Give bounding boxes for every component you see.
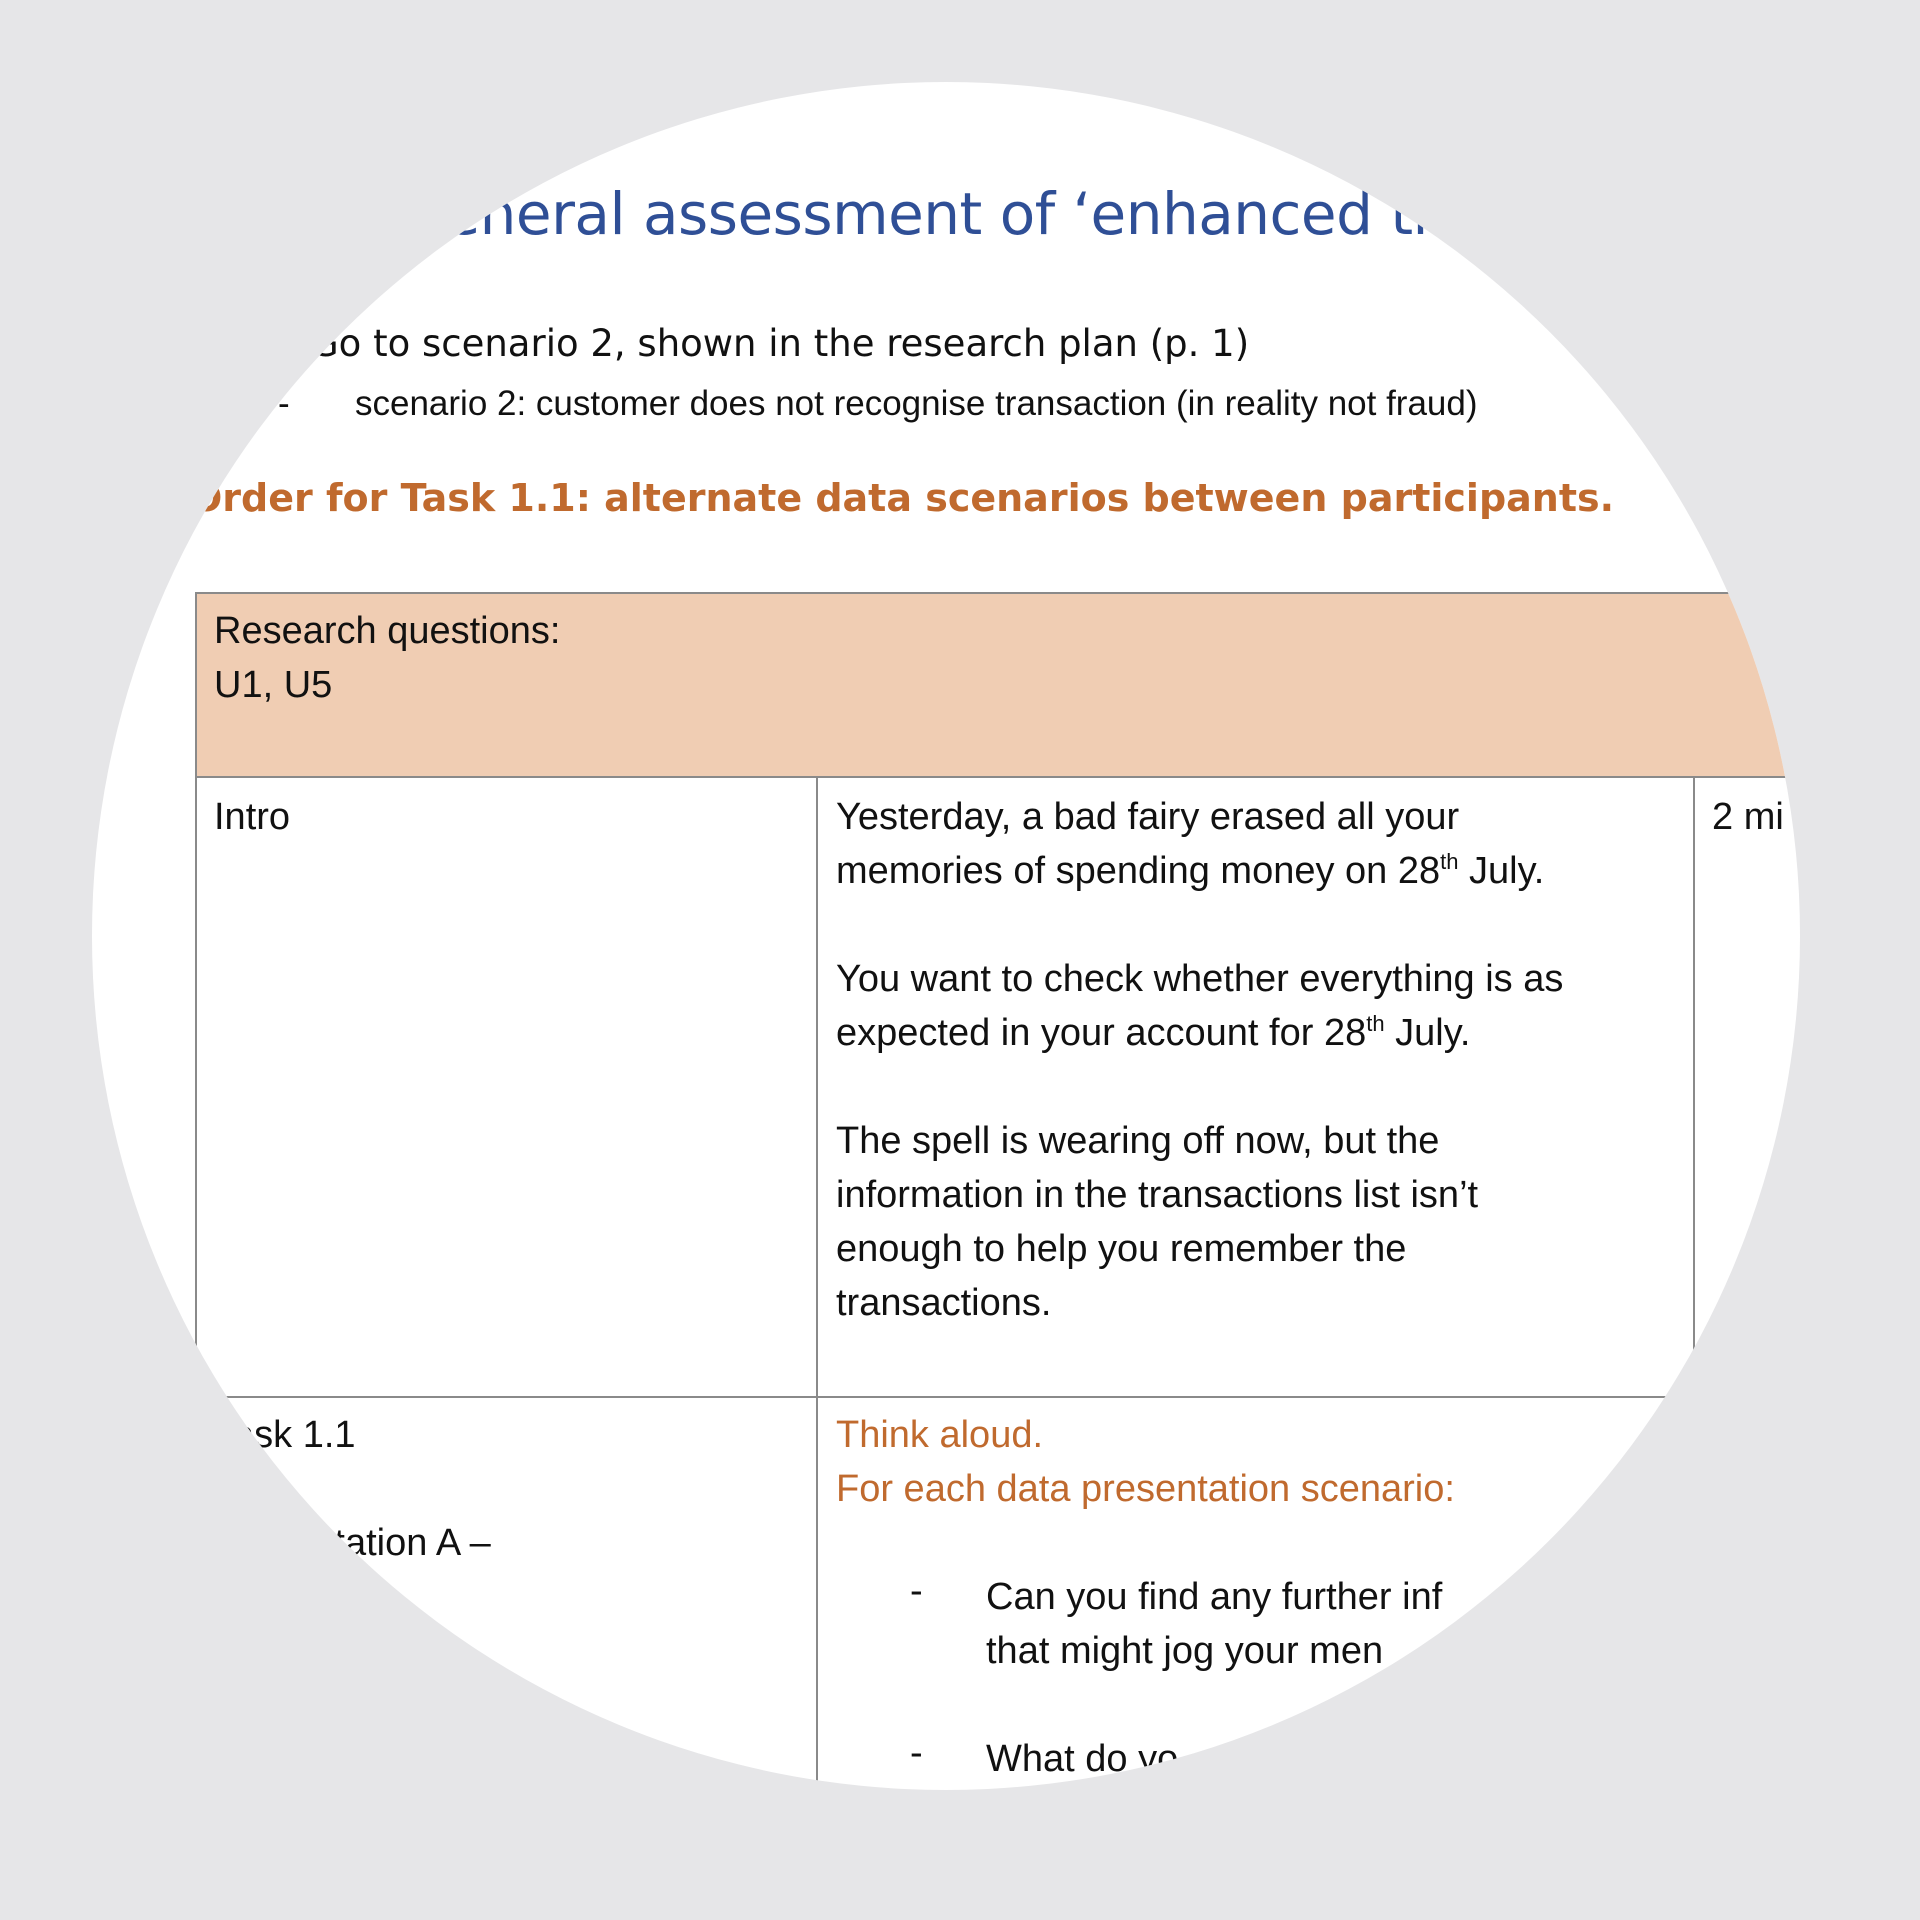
document-page [92, 82, 1800, 1790]
task-left-line-2: Presentation A – [214, 1522, 491, 1564]
intro-paragraph-2-line-1: You want to check whether everything is as [836, 958, 1564, 1000]
intro-paragraph-3-line-2: information in the transactions list isn’t [836, 1174, 1479, 1216]
bullet-dash: - [910, 1732, 923, 1774]
table-left-border [195, 778, 197, 1790]
bullet-dash: - [910, 1570, 923, 1612]
task-bullet-2-line-1: What do yo [986, 1738, 1179, 1780]
instruction-line: Go to scenario 2, shown in the research plan (p. 1) [310, 322, 1250, 365]
intro-paragraph-1-line-2: memories of spending money on 28th July. [836, 849, 1545, 892]
table-row-divider [195, 1396, 1800, 1398]
table-column-divider-right [1693, 778, 1695, 1358]
intro-paragraph-2-line-2: expected in your account for 28th July. [836, 1011, 1471, 1054]
intro-time: 2 mi [1712, 796, 1784, 838]
bullet-marker: - [278, 384, 290, 423]
research-questions-value: U1, U5 [214, 664, 333, 706]
think-aloud-instruction: Think aloud. [836, 1414, 1044, 1456]
intro-paragraph-3-line-1: The spell is wearing off now, but the [836, 1120, 1440, 1162]
order-note: Order for Task 1.1: alternate data scenarios between participants. [190, 476, 1615, 520]
table-column-divider [816, 778, 818, 1790]
scenario-line: scenario 2: customer does not recognise transaction (in reality not fraud) [355, 384, 1478, 423]
intro-paragraph-3-line-3: enough to help you remember the [836, 1228, 1407, 1270]
research-questions-label: Research questions: [214, 610, 561, 652]
intro-paragraph-1-line-1: Yesterday, a bad fairy erased all your [836, 796, 1460, 838]
circular-magnifier-crop [92, 82, 1800, 1790]
intro-row-label: Intro [214, 796, 291, 838]
task-left-line-3: ation – Access [214, 1630, 460, 1672]
intro-paragraph-3-line-4: transactions. [836, 1282, 1052, 1324]
task-bullet-1-line-2: that might jog your men [986, 1630, 1384, 1672]
section-heading: General assessment of ‘enhanced trans [400, 180, 1537, 248]
task-bullet-1-line-1: Can you find any further inf [986, 1576, 1443, 1618]
task-row-label: Task 1.1 [214, 1414, 356, 1456]
scenario-instruction: For each data presentation scenario: [836, 1468, 1455, 1510]
